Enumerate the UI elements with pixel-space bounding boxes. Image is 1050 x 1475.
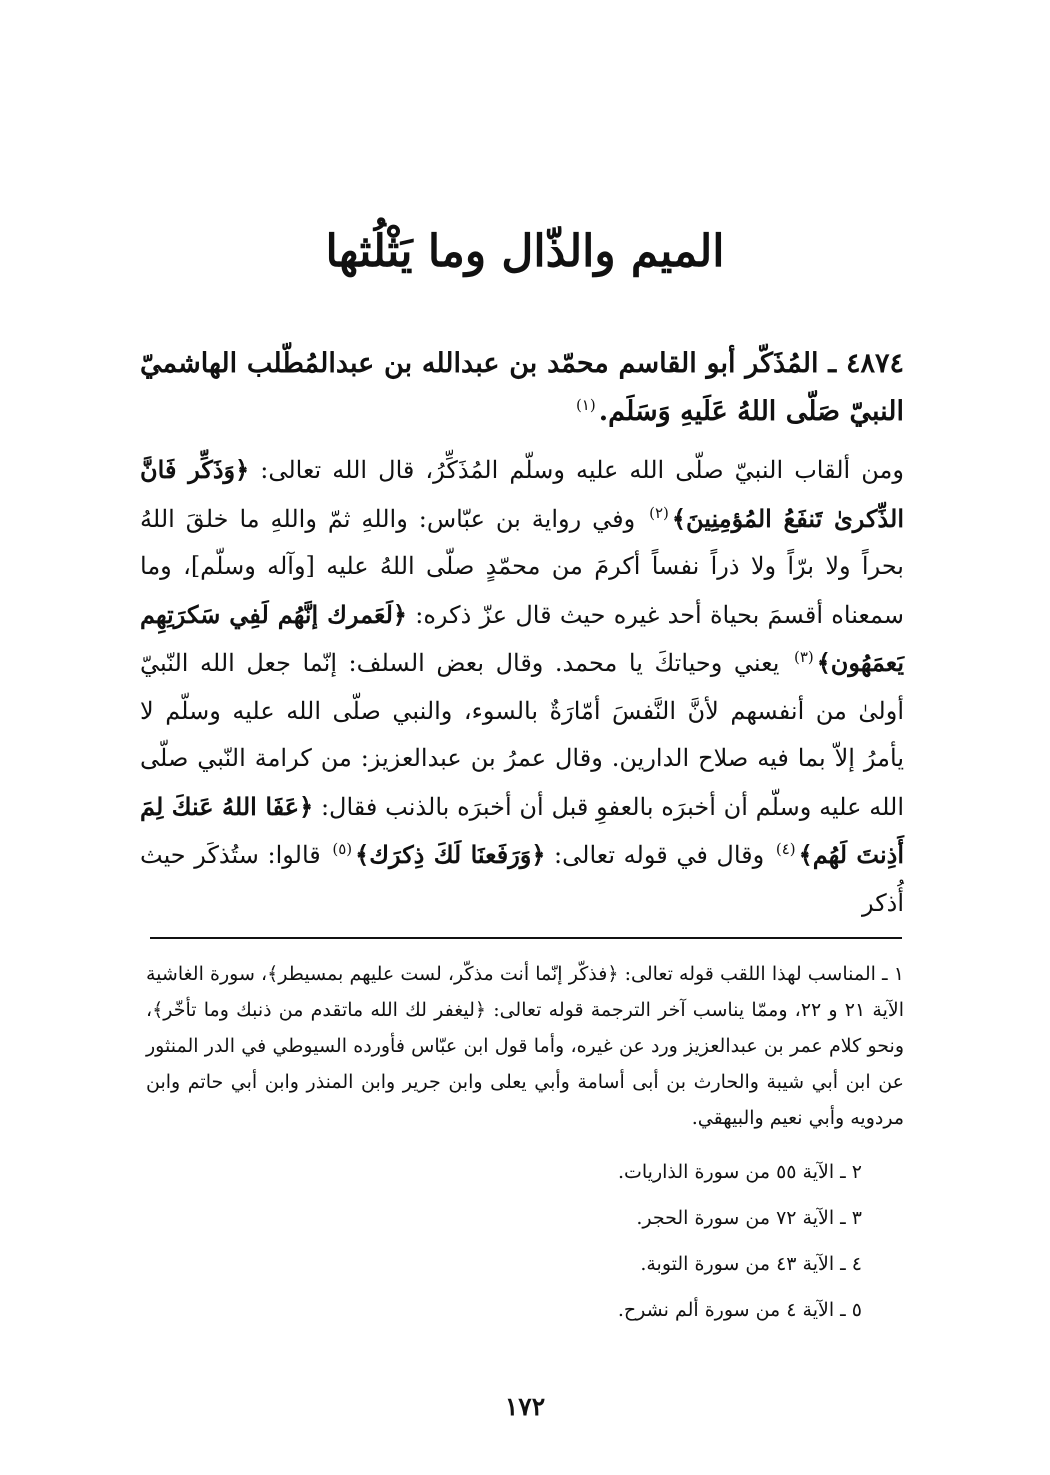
footnotes-list bbox=[146, 956, 904, 1338]
footnote-ref-2: (٢) bbox=[649, 503, 669, 522]
footnote-item: ١ ـ المناسب لهذا اللقب قوله تعالى: ﴿فذكّر إنّما أنت مذكّر، لست عليهم بمسيطر﴾، سورة الغاشية الآية ٢١ و ٢٢، وممّا يناسب آخر الترجمة قوله تعالى: ﴿ليغفر لك الله ماتقدم من ذنبك وما تأخّر﴾، ونحو كلام عمر بن عبدالعزيز ورد عن غيره، وأما قول ابن عبّاس فأورده السيوطي في الدر المنثور عن ابن أبي شيبة والحارث بن أبى أسامة وأبي يعلى وابن جرير وابن المنذر وابن أبي حاتم وابن مردويه وأبي نعيم والبيهقي. bbox=[146, 963, 904, 1129]
body-paragraph bbox=[140, 446, 904, 927]
entry-heading-text: ٤٨٧٤ ـ المُذَكّر أبو القاسم محمّد بن عبدالله بن عبدالمُطّلب الهاشميّ النبيّ صَلّى اللهُ عَلَيهِ وَسَلَم. bbox=[140, 348, 904, 427]
footnote-ref-4: (٤) bbox=[775, 840, 796, 858]
footnote-ref-5: (٥) bbox=[332, 840, 353, 858]
footnote-item: ٤ ـ الآية ٤٣ من سورة التوبة. bbox=[640, 1253, 862, 1275]
footnote-item: ٢ ـ الآية ٥٥ من سورة الذاريات. bbox=[617, 1161, 862, 1183]
entry-heading bbox=[140, 340, 904, 436]
body-text-segment: وفي رواية بن عبّاس: واللهِ ثمّ واللهِ ما خلقَ اللهُ بحراً ولا برّاً ولا ذراً نفساً أكرمَ من محمّدٍ صلّى اللهُ عليه [وآله وسلّم]، وما سمعناه أقسمَ بحياة أحد غيره حيث قال عزّ ذكره: bbox=[140, 504, 904, 629]
footnote-ref-3: (٣) bbox=[793, 648, 814, 666]
body-text-segment: ومن ألقاب النبيّ صلّى الله عليه وسلّم المُذَكِّرُ، قال الله تعالى: bbox=[249, 456, 904, 484]
page-number: ١٧٢ bbox=[504, 1392, 546, 1421]
body-text-segment: وقال في قوله تعالى: bbox=[545, 841, 773, 869]
quran-quote: ﴿وَذَكِّر فَانَّ الذِّكرىٰ تَنفَعُ المُؤمِنِينَ﴾ bbox=[140, 455, 904, 533]
footnote-item: ٥ ـ الآية ٤ من سورة ألم نشرح. bbox=[617, 1299, 862, 1321]
body-text-segment: قالوا: ستُذكَر حيث أُذكر bbox=[140, 841, 904, 917]
quran-quote: ﴿عَفَا اللهُ عَنكَ لِمَ أَذِنتَ لَهُم﴾ bbox=[140, 791, 904, 869]
body-text-segment: يعني وحياتكَ يا محمد. وقال بعض السلف: إنّما جعل الله النّبيّ أولىٰ من أنفسهم لأنَّ النَّفسَ أمّارَةٌ بالسوء، والنبي صلّى الله عليه وسلّم لا يأمرُ إلاّ بما فيه صلاح الدارين. وقال عمرُ بن عبدالعزيز: من كرامة النّبي صلّى الله عليه وسلّم أن أخبرَه بالعفوِ قبل أن أخبرَه بالذنب فقال: bbox=[140, 649, 904, 821]
footnote-item: ٣ ـ الآية ٧٢ من سورة الحجر. bbox=[636, 1207, 862, 1229]
chapter-title: الميم والذّال وما يَثْلُثها bbox=[325, 226, 725, 277]
footnote-divider bbox=[150, 937, 902, 939]
footnote-ref-1: (١) bbox=[575, 396, 596, 414]
quran-quote: ﴿لَعَمرك إنَّهُم لَفِي سَكرَتِهِم يَعمَهُون﴾ bbox=[140, 599, 905, 677]
quran-quote: ﴿وَرَفَعنَا لَكَ ذِكرَك﴾ bbox=[355, 840, 546, 869]
